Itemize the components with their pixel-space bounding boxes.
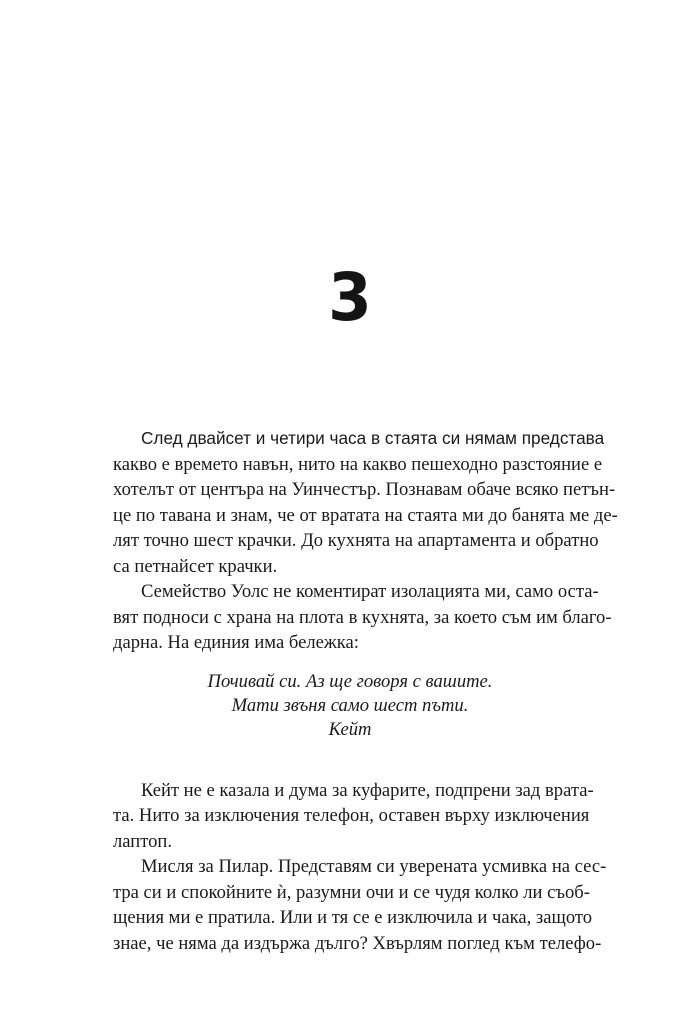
handwritten-note [113,670,587,742]
note-line: Мати звъня само шест пъти. [231,694,469,716]
text-line: са петнайсет крачки. [113,555,278,577]
text-line: це по тавана и знам, че от вратата на стаята ми до банята ме де- [113,504,618,526]
text-line: Кейт не е казала и дума за куфарите, подпрени зад врата- [141,779,594,801]
text-line: лят точно шест крачки. До кухнята на апартамента и обратно [113,530,599,551]
text-line: какво е времето навън, нито на какво пешеходно разстояние е [113,453,603,475]
text-line: вят подноси с храна на плота в кухнята, за което съм им благо- [113,606,612,628]
text-line: та. Нито за изключения телефон, оставен върху изключения [113,805,590,826]
note-signature: Кейт [328,718,372,740]
text-line: щения ми е пратила. Или и тя се е изключила и чака, защото [113,907,593,928]
text-line: лаптоп. [113,830,173,852]
paragraph-1 [113,426,618,579]
text-line: хотелът от центъра на Уинчестър. Познавам обаче всяко петън- [113,479,616,500]
paragraph-2 [113,579,612,656]
chapter-body [113,426,618,956]
paragraph-3 [113,778,594,855]
text-line: дарна. На единия има бележка: [113,632,359,653]
text-line: Мисля за Пилар. Представям си уверената усмивка на сес- [141,856,607,877]
chapter-number: 3 [328,259,372,336]
note-line: Почивай си. Аз ще говоря с вашите. [207,670,493,692]
text-line: тра си и спокойните ѝ, разумни очи и се чудя колко ли съоб- [113,881,590,903]
paragraph-4 [113,854,607,956]
text-line: Семейство Уолс не коментират изолацията ми, само оста- [141,581,599,602]
text-line: знае, че няма да издържа дълго? Хвърлям поглед към телефо- [113,932,602,954]
text-line: След двайсет и четири часа в стаята си нямам представа [141,428,605,448]
section-gap [113,742,587,778]
